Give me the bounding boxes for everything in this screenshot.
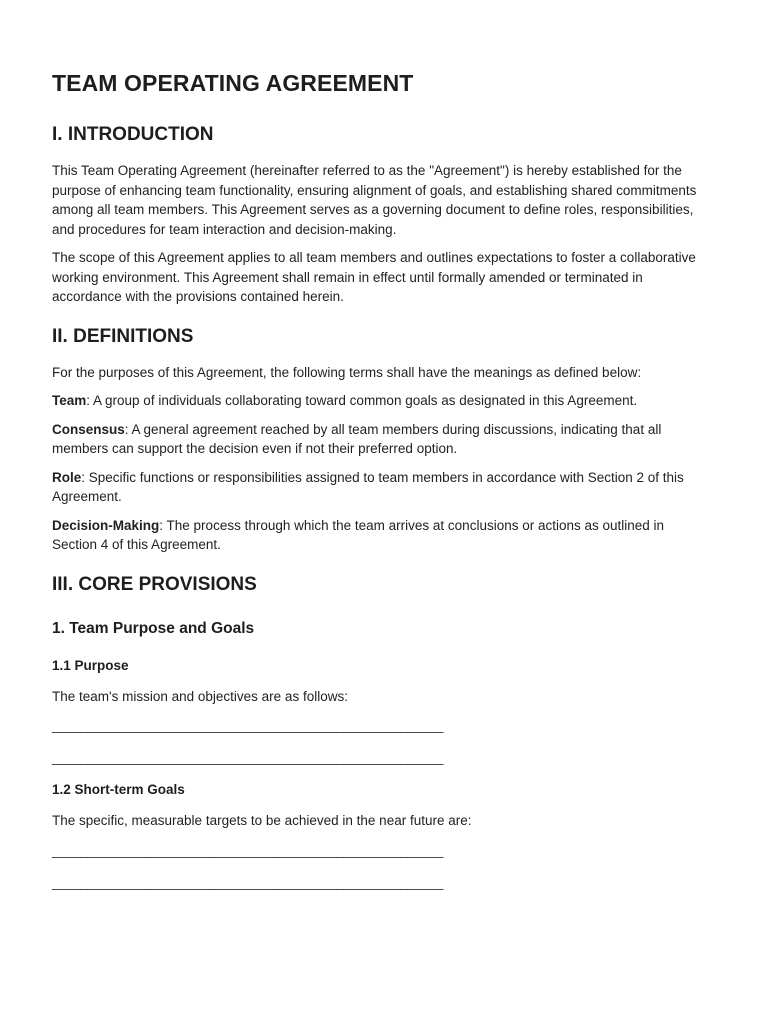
introduction-paragraph-1: This Team Operating Agreement (hereinafter referred to as the "Agreement") is hereby established for the purpose of enhancing team functionality, ensuring alignment of goals, and establishing shared commitments among all team members. This Agreement serves as a governing document to define roles, responsibilities, and procedures for team interaction and decision-making.	[52, 163, 697, 237]
purpose-blank-line-2[interactable]: _______________________________________________________	[52, 750, 443, 765]
purpose-text: The team's mission and objectives are as follows:	[52, 688, 348, 704]
definition-text: : Specific functions or responsibilities assigned to team members in accordance with Section 2 of this Agreement.	[52, 469, 684, 504]
definition-term: Decision-Making	[52, 517, 160, 533]
definition-term: Role	[52, 469, 82, 485]
purpose-blank-line-1[interactable]: _______________________________________________________	[52, 718, 443, 733]
document-title: TEAM OPERATING AGREEMENT	[52, 70, 414, 96]
short-term-goals-blank-line-2[interactable]: _______________________________________________________	[52, 874, 443, 890]
purpose-heading: 1.1 Purpose	[52, 657, 129, 673]
definitions-heading: II. DEFINITIONS	[52, 325, 194, 347]
short-term-goals-heading: 1.2 Short-term Goals	[52, 782, 185, 797]
definition-term: Consensus	[52, 421, 125, 437]
short-term-goals-blanks	[52, 841, 710, 893]
introduction-paragraph-2: The scope of this Agreement applies to all team members and outlines expectations to foster a collaborative working environment. This Agreement shall remain in effect until formally amended or terminated in accordance with the provisions contained herein.	[52, 250, 696, 304]
introduction-section	[52, 124, 710, 307]
short-term-goals-text: The specific, measurable targets to be achieved in the near future are:	[52, 813, 472, 828]
short-term-goals-blank-line-1[interactable]: _______________________________________________________	[52, 842, 443, 858]
definitions-section	[52, 326, 710, 555]
definition-term: Team	[52, 393, 87, 408]
core-provisions-section	[52, 574, 710, 893]
team-purpose-goals-heading: 1. Team Purpose and Goals	[52, 619, 255, 637]
definition-text: : A general agreement reached by all team members during discussions, indicating that all members can support the decision even if not their preferred option.	[52, 421, 662, 456]
definition-text: : The process through which the team arrives at conclusions or actions as outlined in Section 4 of this Agreement.	[52, 517, 665, 552]
definition-decision-making	[52, 516, 710, 555]
definition-team	[52, 391, 710, 411]
introduction-heading: I. INTRODUCTION	[52, 124, 214, 145]
definition-role	[52, 468, 710, 507]
definition-text: : A group of individuals collaborating toward common goals as designated in this Agreement.	[86, 393, 638, 408]
definition-consensus	[52, 420, 710, 459]
core-provisions-heading: III. CORE PROVISIONS	[52, 573, 257, 595]
definitions-intro: For the purposes of this Agreement, the following terms shall have the meanings as defined below:	[52, 364, 642, 380]
purpose-blanks	[52, 716, 710, 768]
